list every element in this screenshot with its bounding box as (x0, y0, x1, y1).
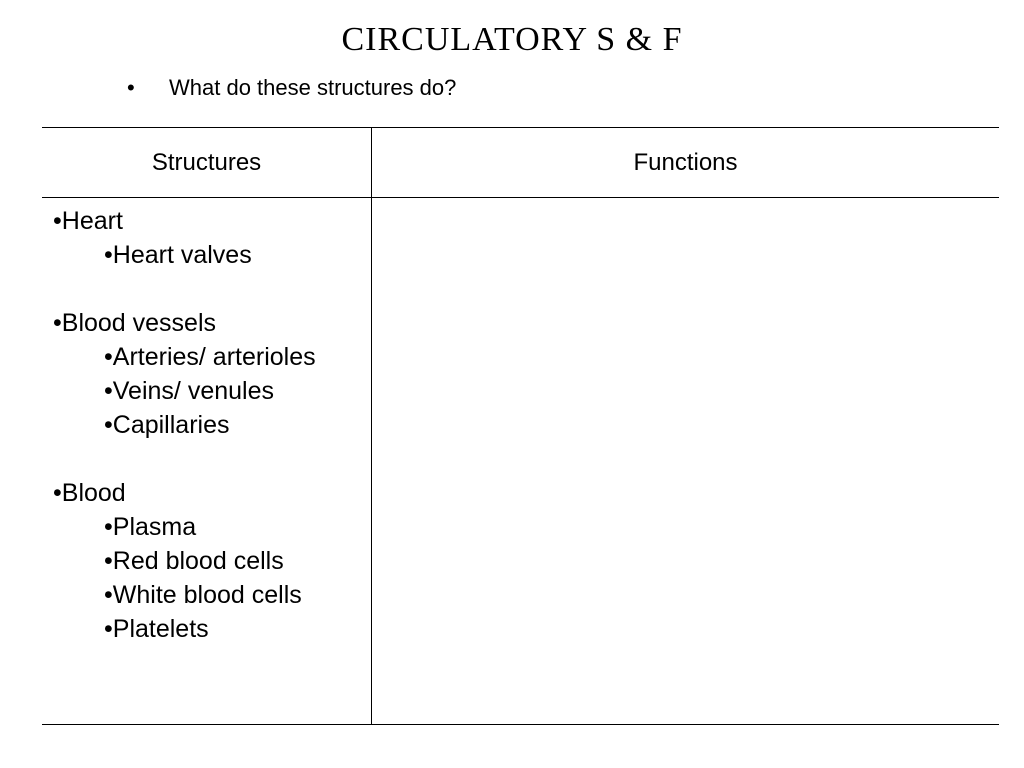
structure-subitem: • Arteries/ arterioles (42, 340, 371, 374)
structure-subitem: • Plasma (42, 510, 371, 544)
structures-cell (42, 198, 372, 725)
structure-subitem: • Veins/ venules (42, 374, 371, 408)
structure-subitem: • Red blood cells (42, 544, 371, 578)
question-bullet: • (127, 75, 135, 100)
structures-functions-table (42, 127, 999, 725)
structure-item: • Blood vessels (42, 306, 371, 340)
functions-cell[interactable] (372, 198, 1000, 725)
functions-header: Functions (372, 128, 1000, 198)
table-body-row (42, 198, 999, 725)
table-header-row (42, 128, 999, 198)
slide-title: CIRCULATORY S & F (341, 21, 683, 58)
question-label: What do these structures do? (169, 75, 457, 100)
structure-subitem: • Heart valves (42, 238, 371, 272)
structure-subitem: • Capillaries (42, 408, 371, 442)
structure-subitem: • White blood cells (42, 578, 371, 612)
structure-subitem: • Platelets (42, 612, 371, 646)
structure-item: • Heart (42, 204, 371, 238)
structures-header: Structures (42, 128, 372, 198)
structure-item: • Blood (42, 476, 371, 510)
question-text (127, 74, 456, 102)
structure-group-blood-vessels (42, 306, 371, 442)
structure-group-blood (42, 476, 371, 646)
structure-group-heart (42, 204, 371, 272)
